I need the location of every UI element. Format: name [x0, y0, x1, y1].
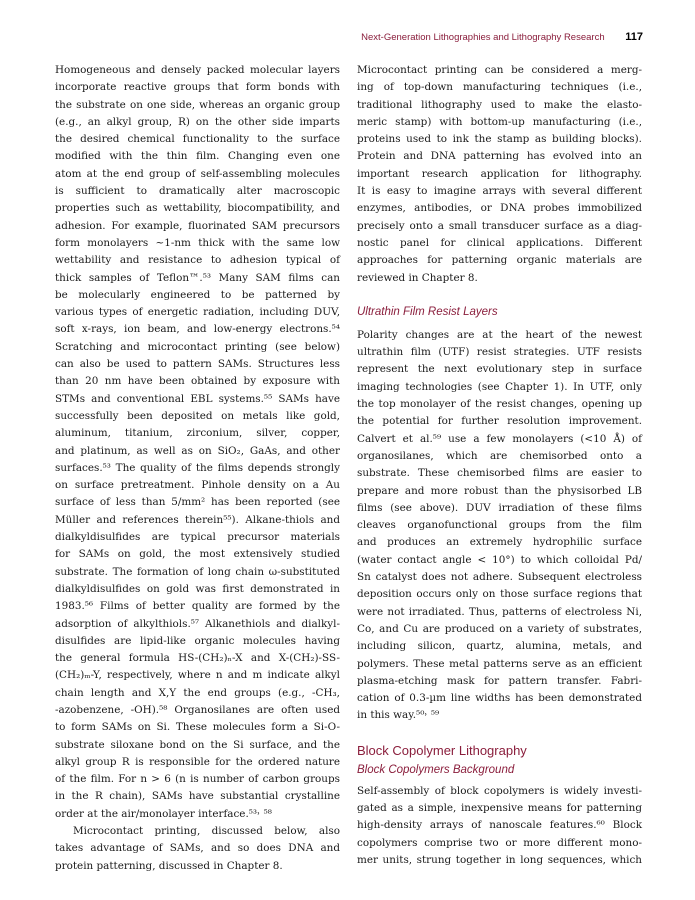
text-line: plasma-etching mask for pattern transfer. Fabri- [357, 674, 642, 687]
text-line: Microcontact printing, discussed below, also [73, 825, 340, 838]
text-line: cation of 0.3-µm line widths has been demonstrated [357, 692, 642, 705]
text-line: enzymes, antibodies, or DNA probes immobilized [357, 202, 642, 215]
text-line: aluminum, titanium, zirconium, silver, copper, [55, 427, 340, 440]
text-line: important research application for lithography. [357, 167, 642, 180]
text-line: thick samples of Teflon™.⁵³ Many SAM films can [55, 271, 340, 284]
text-line: order at the air/monolayer interface.⁵³˒ ⁵⁸ [55, 807, 272, 820]
text-line: including silicon, quartz, alumina, metals, and [357, 640, 642, 653]
text-line: the desired chemical functionality to the surface [55, 133, 340, 146]
running-title: Next-Generation Lithographies and Lithography Research [361, 32, 605, 43]
text-line: dialkyldisulfides on gold was first demonstrated in [55, 582, 340, 595]
text-line: incorporate reactive groups that form bonds with [55, 81, 340, 94]
text-line: mer units, strung together in long sequences, which [357, 853, 642, 866]
text-line: substrate. The formation of long chain ω-substituted [55, 565, 340, 578]
text-line: to form SAMs on Si. These molecules form a Si-O- [55, 721, 340, 734]
text-line: cleaves organofunctional groups from the film [357, 519, 642, 532]
text-line: the substrate on one side, whereas an organic group [55, 98, 340, 111]
text-line: chain length and X,Y the end groups (e.g., -CH₃, [55, 686, 340, 699]
text-line: Scratching and microcontact printing (see below) [55, 340, 340, 353]
text-line: (e.g., an alkyl group, R) on the other side imparts [55, 115, 340, 128]
text-line: takes advantage of SAMs, and so does DNA and [55, 842, 340, 855]
text-line: gated as a simple, inexpensive means for patterning [357, 801, 642, 814]
text-line: in this way.⁵⁰˒ ⁵⁹ [357, 709, 440, 722]
text-line: disulfides are lipid-like organic molecules having [55, 634, 340, 647]
text-line: (CH₂)ₘ-Y, respectively, where n and m indicate alkyl [55, 669, 340, 682]
text-line: prepare and more robust than the physisorbed LB [357, 484, 642, 497]
left-column [55, 62, 340, 875]
text-line: nostic panel for clinical applications. Different [357, 236, 642, 249]
text-line: atom at the end group of self-assembling molecules [55, 167, 340, 180]
text-line: various types of energetic radiation, including DUV, [55, 306, 340, 319]
section-heading-ultrathin: Ultrathin Film Resist Layers [357, 305, 498, 318]
text-line: adhesion. For example, fluorinated SAM precursors [55, 219, 340, 232]
text-line: high-density arrays of nanoscale features.⁶⁰ Block [357, 819, 642, 832]
text-line: modified with the thin film. Changing even one [55, 150, 340, 163]
text-line: were not irradiated. Thus, patterns of electroless Ni, [357, 605, 642, 618]
text-line: Sn catalyst does not adhere. Subsequent electroless [357, 571, 642, 584]
text-line: (water contact angle < 10°) to which colloidal Pd/ [357, 553, 642, 566]
text-line: STMs and conventional EBL systems.⁵⁵ SAMs have [55, 392, 340, 405]
text-line: meric stamp) with bottom-up manufacturing (i.e., [357, 115, 642, 128]
text-line: Co, and Cu are produced on a variety of substrates, [357, 622, 642, 635]
text-line: traditional lithography used to make the elasto- [357, 98, 642, 111]
text-line: It is easy to imagine arrays with several different [357, 185, 642, 198]
text-line: Microcontact printing can be considered a merg- [357, 64, 642, 76]
text-line: successfully been deposited on metals like gold, [55, 409, 340, 422]
text-line: and platinum, as well as on SiO₂, GaAs, and other [55, 444, 340, 457]
text-line: organosilanes, which are chemisorbed onto a [357, 449, 642, 462]
text-line: on surface pretreatment. Pinhole density on a Au [55, 479, 340, 492]
text-line: substrate siloxane bond on the Si surface, and the [55, 738, 340, 751]
text-line: 1983.⁵⁶ Films of better quality are formed by the [55, 600, 340, 613]
text-line: copolymers comprise two or more different mono- [357, 836, 642, 849]
text-line: and produces an extremely hydrophilic surface [357, 536, 642, 549]
text-line: of the film. For n > 6 (n is number of carbon groups [55, 773, 340, 786]
text-line: be molecularly engineered to be patterned by [55, 288, 340, 301]
text-line: can also be used to pattern SAMs. Structures less [55, 358, 340, 371]
text-line: polymers. These metal patterns serve as an efficient [357, 657, 642, 670]
text-line: ultrathin film (UTF) resist strategies. UTF resists [357, 346, 642, 359]
text-line: form monolayers ~1-nm thick with the same low [55, 236, 340, 249]
running-header [361, 31, 643, 43]
paragraph-block-copolymer [357, 783, 642, 869]
text-line: films (see above). DUV irradiation of these films [357, 501, 642, 514]
text-line: soft x-rays, ion beam, and low-energy electrons.⁵⁴ [55, 323, 340, 336]
text-line: is sufficient to dramatically alter macroscopic [55, 185, 340, 198]
text-line: precisely onto a small transducer surface as a diag- [357, 219, 642, 232]
text-line: surfaces.⁵³ The quality of the films depends strongly [55, 461, 340, 474]
text-line: the top monolayer of the resist changes, opening up [357, 398, 642, 411]
text-line: substrate. These chemisorbed films are easier to [357, 467, 642, 480]
text-line: in the R chain), SAMs have substantial crystalline [55, 790, 340, 803]
text-line: proteins used to ink the stamp as building blocks). [357, 133, 642, 146]
text-line: protein patterning, discussed in Chapter 8. [55, 859, 283, 872]
page-number: 117 [625, 31, 643, 43]
text-line: Self-assembly of block copolymers is widely investi- [357, 784, 642, 797]
text-line: Calvert et al.⁵⁹ use a few monolayers (<10 Å) of [357, 432, 642, 445]
text-line: wettability and resistance to adhesion typical of [55, 254, 340, 267]
text-line: the potential for further resolution improvement. [357, 415, 642, 428]
paragraph-microcontact [357, 62, 642, 287]
text-line: Protein and DNA patterning has evolved into an [357, 150, 642, 163]
text-line: ing of top-down manufacturing techniques (i.e., [357, 81, 642, 94]
text-line: for SAMs on gold, the most extensively studied [55, 548, 340, 561]
text-line: deposition occurs only on those surface regions that [357, 588, 642, 601]
text-line: dialkyldisulfides are typical precursor materials [55, 531, 340, 544]
paragraph-ultrathin [357, 327, 642, 725]
text-line: approaches for patterning organic materials are [357, 254, 642, 267]
text-line: properties such as wettability, biocompatibility, and [55, 202, 340, 215]
text-line: the general formula HS-(CH₂)ₙ-X and X-(CH₂)-SS- [55, 652, 340, 665]
section-heading-block-copolymer: Block Copolymer Lithography [357, 742, 527, 758]
text-line: than 20 nm have been obtained by exposure with [55, 375, 340, 388]
right-column [357, 62, 642, 869]
text-line: Homogeneous and densely packed molecular layers [55, 64, 340, 76]
text-line: reviewed in Chapter 8. [357, 271, 478, 284]
text-line: Müller and references therein⁵⁵). Alkane-thiols and [55, 513, 340, 526]
text-line: adsorption of alkylthiols.⁵⁷ Alkanethiols and dialkyl- [55, 617, 340, 630]
text-line: surface of less than 5/mm² has been reported (see [55, 496, 340, 509]
text-line: alkyl group R is responsible for the ordered nature [55, 755, 340, 768]
subsection-heading-block-background: Block Copolymers Background [357, 763, 515, 776]
text-line: represent the next evolutionary step in surface [357, 363, 642, 376]
text-line: Polarity changes are at the heart of the newest [357, 328, 642, 341]
text-line: imaging technologies (see Chapter 1). In UTF, only [357, 380, 642, 393]
text-line: -azobenzene, -OH).⁵⁸ Organosilanes are often used [55, 703, 340, 716]
